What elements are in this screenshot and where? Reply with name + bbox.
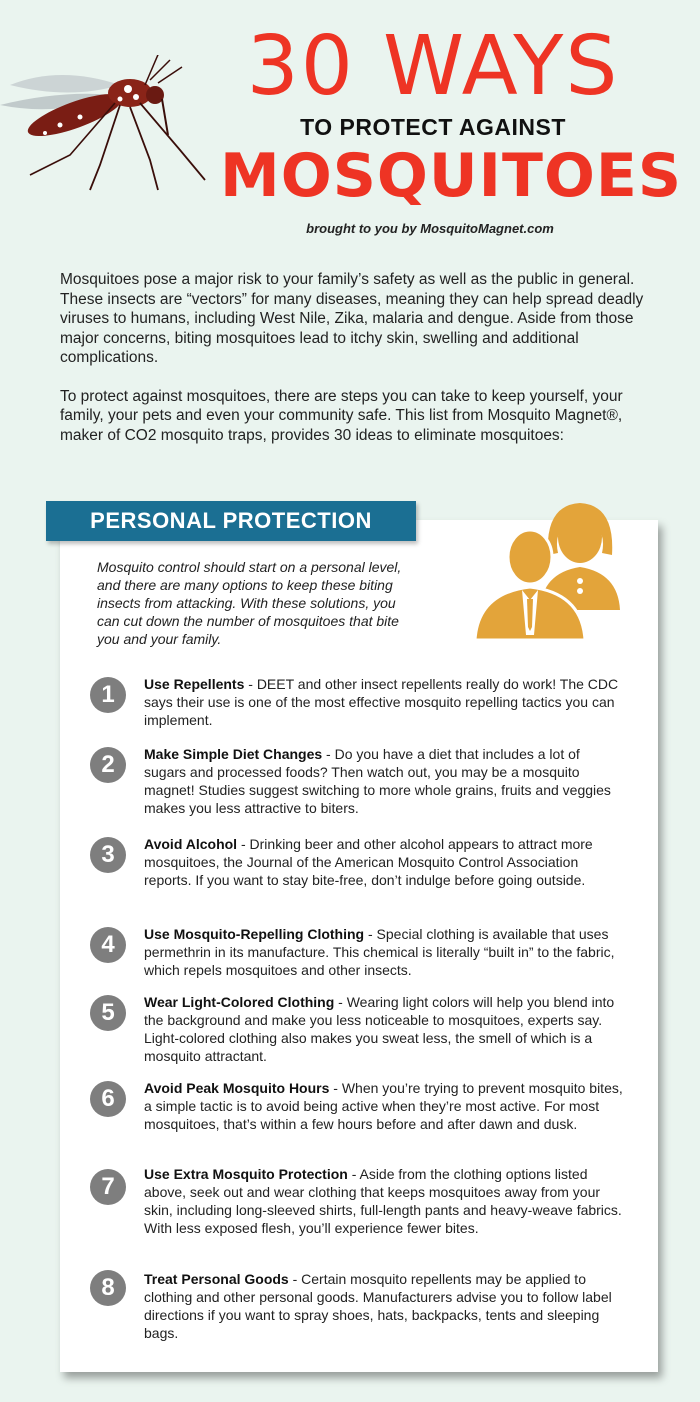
tip-title: Use Repellents [144, 676, 245, 692]
tip-text: - Do you have a diet that includes a lot of sugars and processed foods? Then watch out, you may be a mosquito magnet! Studies suggest switching to more whole grains, fruits and veggies makes you less attractive to biters. [144, 746, 611, 816]
tip-text: - Wearing light colors will help you blend into the background and make you less noticeable to mosquitoes, experts say. Light-colored clothing also makes you sweat less, the smell of which is a mosquito attractant. [144, 994, 615, 1064]
people-icon [470, 495, 645, 645]
tip-number-badge: 8 [90, 1270, 126, 1306]
tip-text: - Aside from the clothing options listed above, seek out and wear clothing that keeps mosquitoes away from your skin, including long-sleeved shirts, full-length pants and heavy-weave fabrics. With less exposed flesh, you’ll experience fewer bites. [144, 1166, 622, 1236]
intro-text [60, 270, 650, 464]
tip-title: Make Simple Diet Changes [144, 746, 323, 762]
title-mosquitoes: MOSQUITOES [220, 141, 683, 211]
section-banner-personal-protection: PERSONAL PROTECTION [46, 501, 416, 541]
tip-text: - Certain mosquito repellents may be applied to clothing and other personal goods. Manufacturers advise you to follow label directions if you want to spray shoes, hats, backpacks, tents and sleeping bags. [144, 1271, 612, 1341]
tip-text: - Special clothing is available that uses permethrin in its manufacture. This chemical is literally “built in” to the fabric, which repels mosquitoes and other insects. [144, 926, 615, 978]
tip-text: - When you’re trying to prevent mosquito bites, a simple tactic is to avoid being active when they’re most active. For most mosquitoes, that’s within a few hours before and after dawn and dusk. [144, 1080, 623, 1132]
header [0, 0, 700, 250]
tip-text: - Drinking beer and other alcohol appears to attract more mosquitoes, the Journal of the American Mosquito Control Association reports. If you want to stay bite-free, don’t indulge before going outside. [144, 836, 593, 888]
tip-number-badge: 2 [90, 747, 126, 783]
tip-number-badge: 6 [90, 1081, 126, 1117]
intro-paragraph-2: To protect against mosquitoes, there are steps you can take to keep yourself, your family, your pets and even your community safe. This list from Mosquito Magnet®, maker of CO2 mosquito traps, provides 30 ideas to eliminate mosquitoes: [60, 387, 623, 444]
tip-number-badge: 3 [90, 837, 126, 873]
tip-number-badge: 4 [90, 927, 126, 963]
mosquito-icon [0, 55, 240, 195]
tip-number-badge: 5 [90, 995, 126, 1031]
tip-title: Use Extra Mosquito Protection [144, 1166, 348, 1182]
section-intro: Mosquito control should start on a personal level, and there are many options to keep these biting insects from attacking. With these solutions, you can cut down the number of mosquitoes that bite you and your family. [97, 559, 402, 647]
tip-title: Avoid Alcohol [144, 836, 238, 852]
tip-title: Treat Personal Goods [144, 1271, 289, 1287]
title-protect-against: TO PROTECT AGAINST [300, 114, 566, 140]
tip-title: Use Mosquito-Repelling Clothing [144, 926, 365, 942]
title-30-ways: 30 WAYS [246, 19, 620, 114]
tip-text: - DEET and other insect repellents really do work! The CDC says their use is one of the most effective mosquito repelling tactics you can implement. [144, 676, 619, 728]
tip-title: Wear Light-Colored Clothing [144, 994, 335, 1010]
tip-number-badge: 7 [90, 1169, 126, 1205]
tip-number-badge: 1 [90, 677, 126, 713]
intro-paragraph-1: Mosquitoes pose a major risk to your family’s safety as well as the public in general. These insects are “vectors” for many diseases, meaning they can help spread deadly viruses to humans, including West Nile, Zika, malaria and dengue. Aside from those major concerns, biting mosquitoes lead to itchy skin, swelling and additional complications. [60, 271, 644, 366]
tip-title: Avoid Peak Mosquito Hours [144, 1080, 330, 1096]
byline: brought to you by MosquitoMagnet.com [306, 221, 554, 236]
